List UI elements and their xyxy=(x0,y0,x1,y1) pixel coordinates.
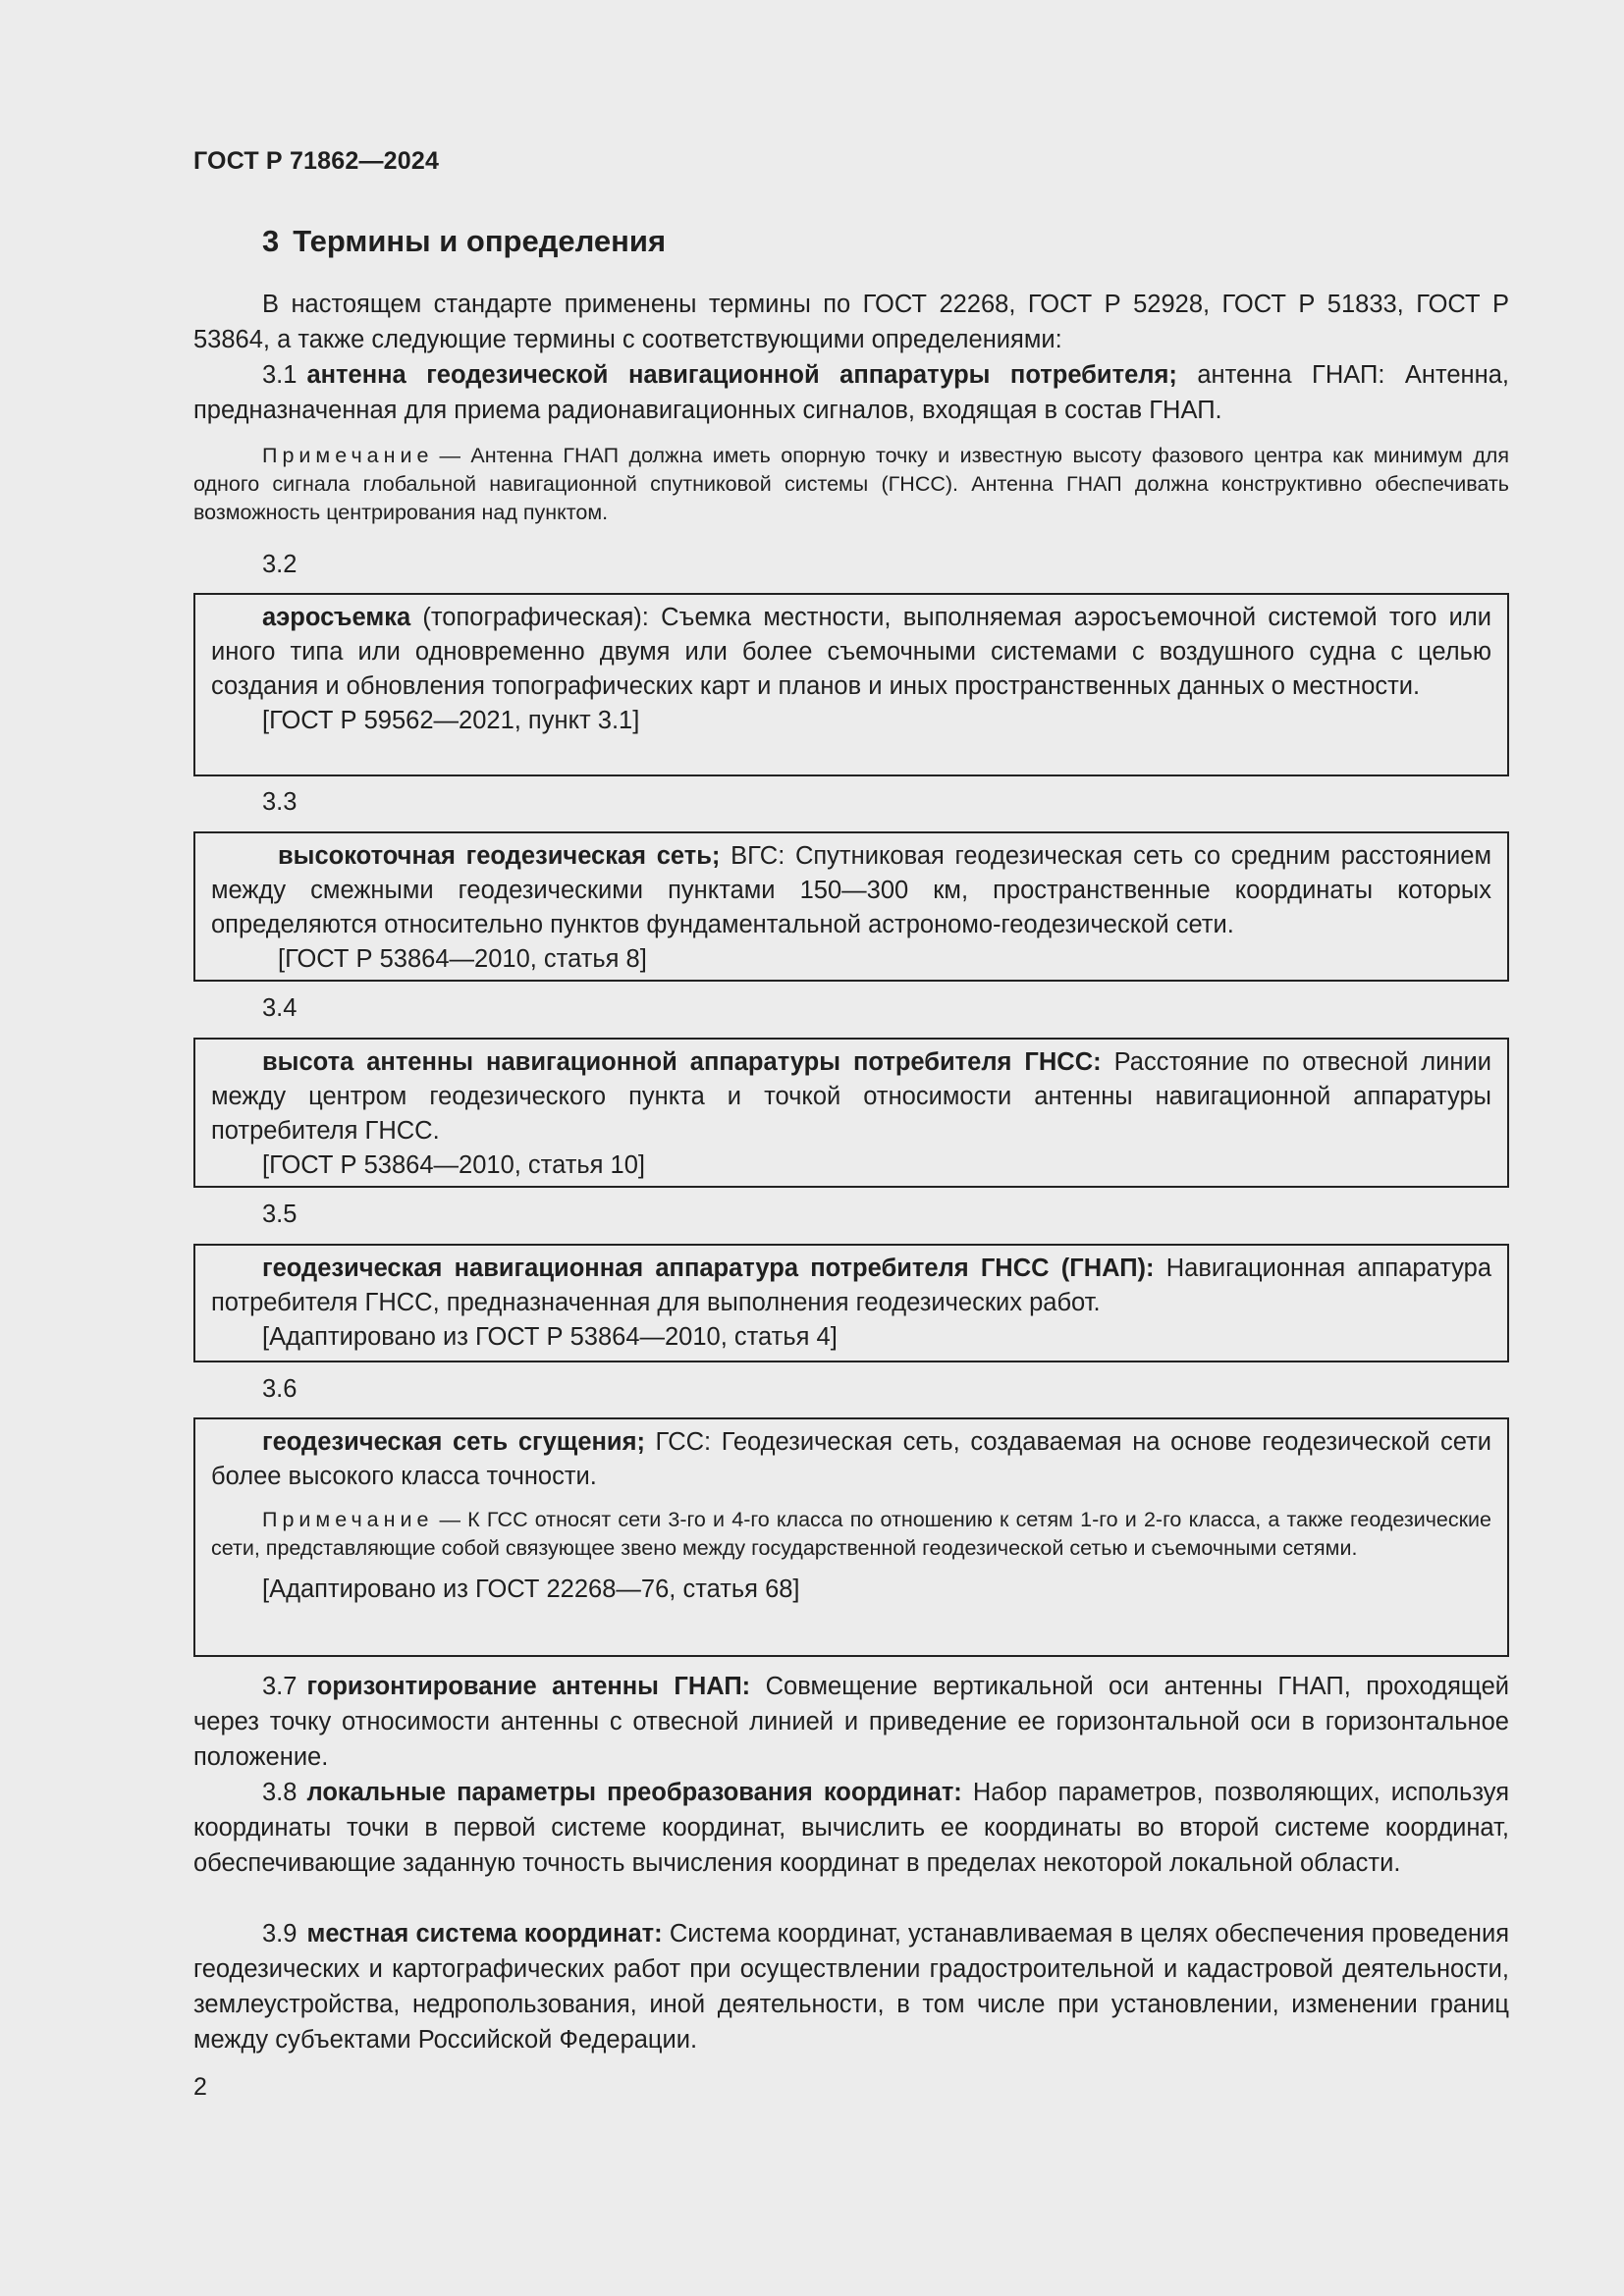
term-source: [Адаптировано из ГОСТ 22268—76, статья 68] xyxy=(262,1575,800,1603)
intro-paragraph: В настоящем стандарте применены термины по ГОСТ 22268, ГОСТ Р 52928, ГОСТ Р 51833, ГОСТ Р 53864, а также следующие термины с соответствующими определениями: xyxy=(193,291,1509,353)
section-title-text: Термины и определения xyxy=(293,224,667,258)
term-box-3-4 xyxy=(193,1038,1509,1188)
note-text: — Антенна ГНАП должна иметь опорную точку и известную высоту фазового центра как минимум для одного сигнала глобальной навигационной спутниковой системы (ГНСС). Антенна ГНАП должна конструктивно обеспечивать возможность центрирования над пунктом. xyxy=(193,444,1509,524)
term-3-8 xyxy=(193,1775,1509,1881)
term-name: местная система координат: xyxy=(306,1920,663,1948)
term-number: 3.9 xyxy=(262,1920,298,1948)
term-box-3-2 xyxy=(193,593,1509,776)
note-3-1 xyxy=(193,442,1509,527)
term-definition: ГСС: Геодезическая сеть, создаваемая на основе геодезической сети более высокого класса точности. xyxy=(211,1428,1491,1490)
term-source: [ГОСТ Р 53864—2010, статья 10] xyxy=(262,1151,645,1179)
term-number-3-4: 3.4 xyxy=(262,994,298,1022)
note-label: Примечание xyxy=(262,444,434,467)
term-number-3-2: 3.2 xyxy=(262,551,298,578)
term-name: горизонтирование антенны ГНАП: xyxy=(306,1673,751,1700)
term-name: антенна геодезической навигационной аппаратуры потребителя; xyxy=(306,361,1177,389)
term-name: локальные параметры преобразования координат: xyxy=(306,1779,962,1806)
term-name: геодезическая навигационная аппаратура потребителя ГНСС (ГНАП): xyxy=(262,1255,1155,1282)
term-name: аэросъемка xyxy=(262,604,411,631)
term-box-3-6 xyxy=(193,1417,1509,1657)
term-number: 3.8 xyxy=(262,1779,298,1806)
term-number: 3.1 xyxy=(262,361,298,389)
term-name: геодезическая сеть сгущения; xyxy=(262,1428,645,1456)
note-label: Примечание xyxy=(262,1508,434,1531)
term-source: [ГОСТ Р 53864—2010, статья 8] xyxy=(278,945,647,973)
page-number: 2 xyxy=(193,2073,207,2101)
term-definition: Набор параметров, позволяющих, используя координаты точки в первой системе координат, вычислить ее координаты во второй системе координат, обеспечивающие заданную точность вычисления координат в пределах некоторой локальной области. xyxy=(193,1779,1510,1877)
term-note xyxy=(211,1506,1491,1563)
term-number-3-5: 3.5 xyxy=(262,1201,298,1228)
term-name: высота антенны навигационной аппаратуры потребителя ГНСС: xyxy=(262,1048,1102,1076)
term-definition: антенна ГНАП: Антенна, предназначенная для приема радионавигационных сигналов, входящая в состав ГНАП. xyxy=(193,361,1509,424)
term-definition: Навигационная аппаратура потребителя ГНСС, предназначенная для выполнения геодезических работ. xyxy=(211,1255,1491,1316)
term-name: высокоточная геодезическая сеть; xyxy=(278,842,721,870)
term-3-9 xyxy=(193,1916,1509,2057)
term-box-3-3 xyxy=(193,831,1509,982)
note-text: — К ГСС относят сети 3-го и 4-го класса по отношению к сетям 1-го и 2-го класса, а также геодезические сети, представляющие собой связующее звено между государственной геодезической сетью и съемочными сетями. xyxy=(211,1508,1491,1560)
term-definition: Совмещение вертикальной оси антенны ГНАП, проходящей через точку относимости антенны с отвесной линией и приведение ее горизонтальной оси в горизонтальное положение. xyxy=(193,1673,1509,1771)
term-number-3-6: 3.6 xyxy=(262,1375,298,1403)
term-3-7 xyxy=(193,1669,1509,1775)
section-number: 3 xyxy=(262,224,280,258)
term-box-3-5 xyxy=(193,1244,1509,1362)
term-definition: Расстояние по отвесной линии между центром геодезического пункта и точкой относимости антенны навигационной аппаратуры потребителя ГНСС. xyxy=(211,1048,1491,1145)
term-definition: Система координат, устанавливаемая в целях обеспечения проведения геодезических и картографических работ при осуществлении градостроительной и кадастровой деятельности, землеустройства, недропользования, иной деятельности, в том числе при установлении, изменении границ между субъектами Российской Федерации. xyxy=(193,1920,1509,2054)
term-3-1 xyxy=(193,357,1509,428)
term-number-3-3: 3.3 xyxy=(262,788,298,816)
document-header: ГОСТ Р 71862—2024 xyxy=(193,147,440,175)
section-title xyxy=(262,224,666,259)
term-definition: ВГС: Спутниковая геодезическая сеть со средним расстоянием между смежными геодезическими пунктами 150—300 км, пространственные координаты которых определяются относительно пунктов фундаментальной астрономо-геодезической сети. xyxy=(211,842,1491,938)
term-source: [Адаптировано из ГОСТ Р 53864—2010, статья 4] xyxy=(262,1323,838,1351)
term-source: [ГОСТ Р 59562—2021, пункт 3.1] xyxy=(262,707,640,734)
term-definition: (топографическая): Съемка местности, выполняемая аэросъемочной системой того или иного типа или одновременно двумя или более съемочными системами с воздушного судна с целью создания и обновления топографических карт и планов и иных пространственных данных о местности. xyxy=(211,604,1491,700)
term-number: 3.7 xyxy=(262,1673,298,1700)
